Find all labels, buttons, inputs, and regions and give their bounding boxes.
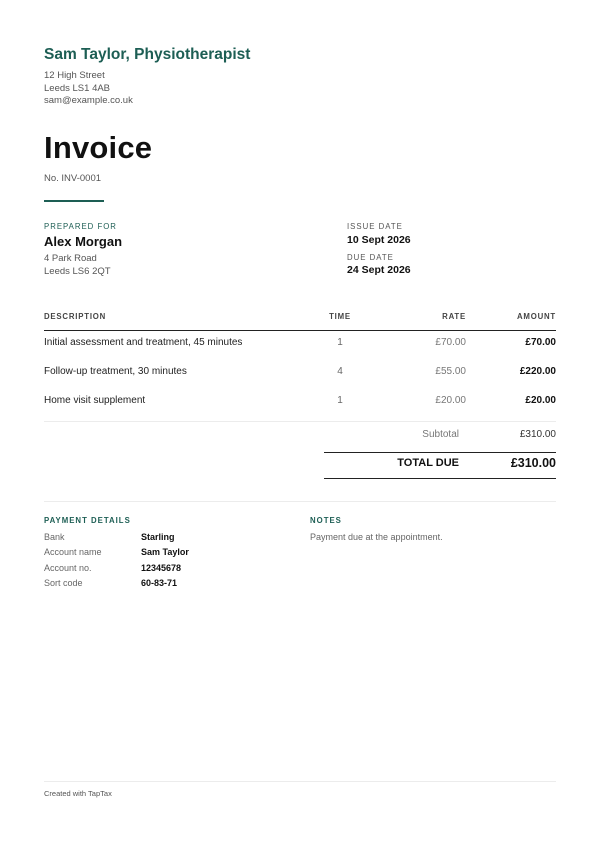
payment-label: Account no. <box>44 563 92 573</box>
payment-details-heading: PAYMENT DETAILS <box>44 516 131 525</box>
total-due-value: £310.00 <box>510 456 556 470</box>
business-address-line: Leeds LS1 4AB <box>44 82 111 94</box>
table-end-rule <box>44 421 556 422</box>
cell-rate: £55.00 <box>435 366 466 377</box>
footer-rule <box>44 781 556 782</box>
client-address-line: 4 Park Road <box>44 253 97 264</box>
total-due-label: TOTAL DUE <box>397 457 459 469</box>
footer-credit: Created with TapTax <box>44 789 112 798</box>
column-header-time: TIME <box>329 312 351 321</box>
due-date-value: 24 Sept 2026 <box>347 264 411 276</box>
notes-text: Payment due at the appointment. <box>310 532 443 542</box>
payment-value: Starling <box>141 532 175 542</box>
column-header-amount: AMOUNT <box>516 312 556 321</box>
prepared-for-label: PREPARED FOR <box>44 222 117 231</box>
section-divider <box>44 501 556 502</box>
business-address <box>44 70 133 108</box>
due-date-label: DUE DATE <box>347 253 394 262</box>
document-title: Invoice <box>44 130 153 165</box>
cell-amount: £220.00 <box>519 366 556 377</box>
column-header-rate: RATE <box>442 312 466 321</box>
cell-amount: £20.00 <box>525 395 556 406</box>
payment-label: Bank <box>44 532 65 542</box>
payment-label: Account name <box>44 547 102 557</box>
subtotal-label: Subtotal <box>422 429 459 440</box>
cell-time: 1 <box>337 395 343 406</box>
cell-rate: £20.00 <box>435 395 466 406</box>
business-name: Sam Taylor, Physiotherapist <box>44 46 251 63</box>
table-row <box>0 366 600 386</box>
cell-rate: £70.00 <box>435 337 466 348</box>
table-row <box>0 337 600 357</box>
invoice-number: No. INV-0001 <box>44 173 102 184</box>
cell-description: Initial assessment and treatment, 45 minutes <box>44 337 243 348</box>
accent-divider <box>44 200 104 202</box>
total-bottom-rule <box>324 478 556 479</box>
payment-label: Sort code <box>44 578 83 588</box>
subtotal-value: £310.00 <box>519 429 556 440</box>
cell-time: 4 <box>337 366 343 377</box>
payment-value: 12345678 <box>141 563 182 573</box>
business-address-line: 12 High Street <box>44 70 105 81</box>
cell-description: Home visit supplement <box>44 395 146 406</box>
table-row <box>0 395 600 415</box>
client-address <box>44 253 111 278</box>
column-header-description: DESCRIPTION <box>44 312 107 321</box>
cell-time: 1 <box>337 337 343 348</box>
client-name: Alex Morgan <box>44 234 123 249</box>
table-header-rule <box>44 330 556 331</box>
cell-amount: £70.00 <box>525 337 556 348</box>
notes-heading: NOTES <box>310 516 342 525</box>
issue-date-value: 10 Sept 2026 <box>347 234 411 246</box>
cell-description: Follow-up treatment, 30 minutes <box>44 366 187 377</box>
issue-date-label: ISSUE DATE <box>347 222 403 231</box>
business-email: sam@example.co.uk <box>44 95 133 106</box>
client-address-line: Leeds LS6 2QT <box>44 265 111 277</box>
total-top-rule <box>324 452 556 453</box>
payment-value: Sam Taylor <box>141 547 189 557</box>
payment-value: 60-83-71 <box>141 578 178 588</box>
